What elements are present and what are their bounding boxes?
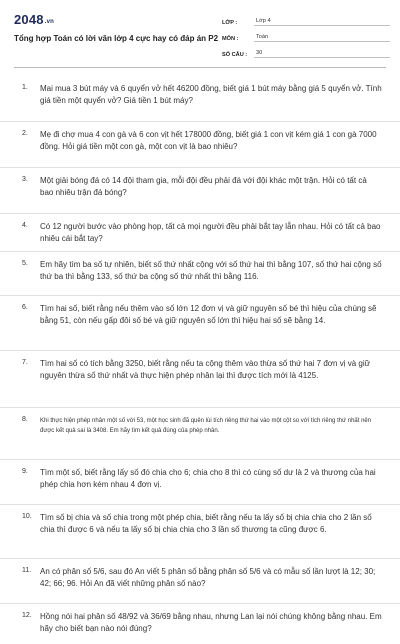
question-item (0, 252, 400, 296)
question-text: Khi thực hiện phép nhân một số với 53, một học sinh đã quên lùi tích riêng thứ hai vào một cột so với tích riêng thứ nhất nên được kết quả sai là 3408. Em hãy tìm kết quả đúng của phép nhân. (40, 418, 372, 434)
question-number: 6. (22, 304, 28, 311)
logo-main: 2048 (14, 12, 44, 27)
question-text: Tìm hai số, biết rằng nếu thêm vào số lớn 12 đơn vị và giữ nguyên số bé thì hiệu của chúng sẽ bằng 51, còn nếu gấp đôi số bé và giữ nguyên số lớn thì hiệu hai số sẽ bằng 14. (40, 304, 377, 325)
site-logo[interactable] (14, 12, 54, 27)
meta-value: 30 (254, 50, 390, 58)
question-number: 1. (22, 84, 28, 91)
question-text: Một giải bóng đá có 14 đội tham gia, mỗi đội đều phải đá với đội khác một trận. Hỏi có tất cả bao nhiêu trận đá bóng? (40, 176, 367, 197)
question-text: Mẹ đi chợ mua 4 con gà và 6 con vịt hết 178000 đồng, biết giá 1 con vịt kém giá 1 con gà 7000 đồng. Hỏi giá tiền một con gà, một con vịt là bao nhiêu? (40, 130, 377, 151)
question-number: 2. (22, 130, 28, 137)
question-number: 11. (22, 567, 32, 574)
question-item (0, 351, 400, 408)
meta-value: Lớp 4 (254, 18, 390, 26)
question-text: Tìm hai số có tích bằng 3250, biết rằng nếu ta cộng thêm vào thừa số thứ hai 7 đơn vị và giữ nguyên thừa số thứ nhất và thực hiện phép nhân lại thì được tích mới là 4125. (40, 359, 370, 380)
question-list (0, 76, 400, 644)
question-number: 12. (22, 612, 32, 619)
question-text: An có phân số 5/6, sau đó An viết 5 phân số bằng phân số 5/6 và có mẫu số lần lượt là 12; 30; 42; 66; 96. Hỏi An đã viết những phân số nào? (40, 567, 376, 588)
logo-tld: .vn (44, 19, 55, 25)
question-number: 9. (22, 468, 28, 475)
meta-row-count (222, 45, 390, 58)
question-item (0, 76, 400, 122)
question-text: Tìm số bị chia và số chia trong một phép chia, biết rằng nếu ta lấy số bị chia chia cho 2 lần số chia thì được 6 và nếu ta lấy số bị chia chia cho 3 lần số thương ta cũng được 6. (40, 513, 372, 534)
question-item (0, 122, 400, 168)
document-meta (222, 13, 390, 61)
meta-row-subject (222, 29, 390, 42)
question-number: 8. (22, 416, 28, 423)
question-item (0, 604, 400, 644)
question-item (0, 460, 400, 505)
question-text: Mai mua 3 bút máy và 6 quyển vở hết 46200 đồng, biết giá 1 bút máy bằng giá 5 quyển vở. Tính giá tiền một quyển vở? Giá tiền 1 bút máy? (40, 84, 382, 105)
question-item (0, 168, 400, 214)
question-number: 4. (22, 222, 28, 229)
document-title: Tổng hợp Toán có lời văn lớp 4 cực hay có đáp án P2 (14, 34, 219, 43)
question-text: Hồng nói hai phân số 48/92 và 36/69 bằng nhau, nhưng Lan lại nói chúng không bằng nhau. Em hãy cho biết bạn nào nói đúng? (40, 612, 382, 633)
question-item (0, 214, 400, 252)
header-divider (14, 67, 386, 68)
meta-label: SỐ CÂU : (222, 52, 248, 58)
question-item (0, 296, 400, 351)
question-item (0, 408, 400, 460)
document-header (0, 0, 400, 62)
meta-value: Toán (254, 34, 390, 42)
question-number: 5. (22, 260, 28, 267)
question-text: Tìm một số, biết rằng lấy số đó chia cho 6; chia cho 8 thì có cùng số dư là 2 và thương của hai phép chia hơn kém nhau 4 đơn vị. (40, 468, 376, 489)
question-number: 10. (22, 513, 32, 520)
meta-label: LỚP : (222, 20, 238, 26)
question-number: 7. (22, 359, 28, 366)
question-number: 3. (22, 176, 28, 183)
meta-label: MÔN : (222, 36, 239, 42)
meta-row-class (222, 13, 390, 26)
question-text: Có 12 người bước vào phòng họp, tất cả mọi người đều phải bắt tay lẫn nhau. Hỏi có tất cả bao nhiêu cái bắt tay? (40, 222, 381, 243)
question-item (0, 559, 400, 604)
question-item (0, 505, 400, 559)
question-text: Em hãy tìm ba số tự nhiên, biết số thứ nhất cộng với số thứ hai thì bằng 107, số thứ hai cộng số thứ ba thì bằng 133, số thứ ba cộng số thứ nhất thì bằng 116. (40, 260, 382, 281)
